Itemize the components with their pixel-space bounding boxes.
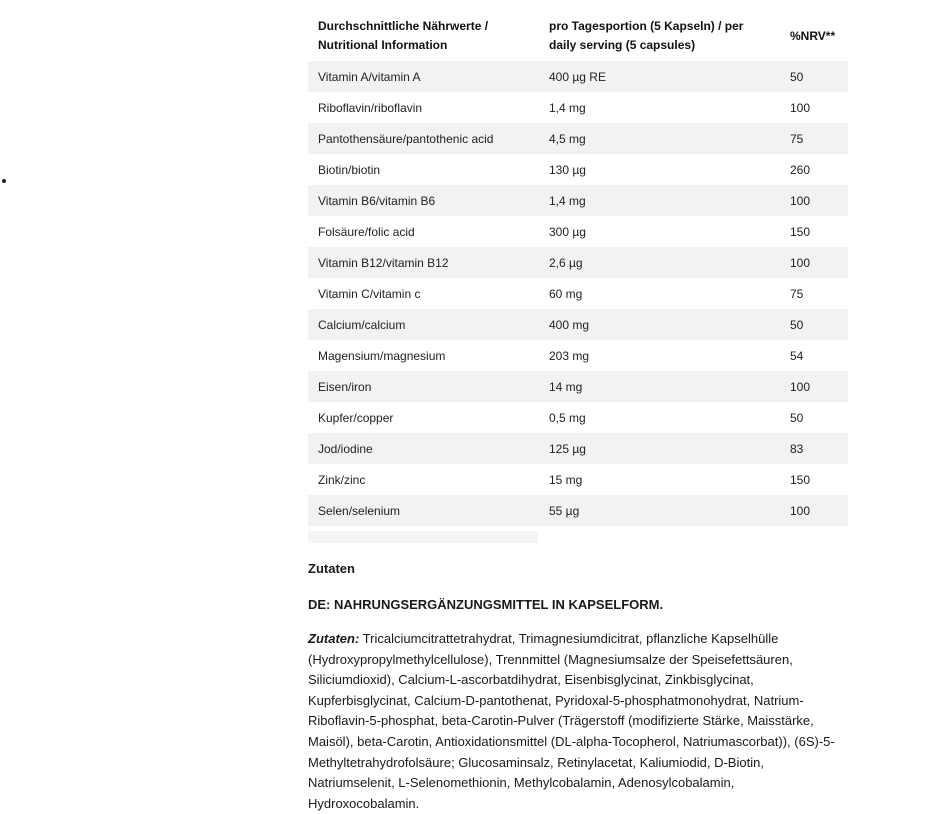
cell-nutrient: Kupfer/copper <box>308 402 539 433</box>
header-nrv: %NRV** <box>790 28 836 43</box>
cell-amount: 4,5 mg <box>539 123 780 154</box>
cell-nutrient: Zink/zinc <box>308 464 539 495</box>
cell-nutrient: Vitamin B6/vitamin B6 <box>308 185 539 216</box>
header-serving: pro Tagesportion (5 Kapseln) / per daily serving (5 capsules) <box>549 19 744 52</box>
cell-nrv: 75 <box>780 278 848 309</box>
table-row <box>308 402 848 433</box>
ingredients-list: Tricalciumcitrattetrahydrat, Trimagnesiumdicitrat, pflanzliche Kapselhülle (Hydroxypropylmethylcellulose), Trennmittel (Magnesiumsalze der Speisefettsäuren, Siliciumdioxid), Calcium-L-ascorbatdihydrat, Eisenbisglycinat, Zinkbisglycinat, Kupferbisglycinat, Calcium-D-pantothenat, Pyridoxal-5-phosphatmonohydrat, Natrium-Riboflavin-5-phosphat, beta-Carotin-Pulver (Trägerstoff (modifizierte Stärke, Maisstärke, Maisöl), beta-Carotin, Antioxidationsmittel (DL-alpha-Tocopherol, Natriumascorbat)), (6S)-5-Methyltetrahydrofolsäure; Glucosaminsalz, Retinylacetat, Kaliumiodid, D-Biotin, Natriumselenit, L-Selenomethionin, Methylcobalamin, Adenosylcobalamin, Hydroxocobalamin. <box>308 631 835 811</box>
nutrition-table <box>308 8 848 526</box>
ingredients-label: Zutaten: <box>308 631 360 646</box>
cell-amount: 400 µg RE <box>539 61 780 92</box>
cell-amount: 1,4 mg <box>539 185 780 216</box>
header-nutrient: Durchschnittliche Nährwerte / Nutritional Information <box>318 19 489 52</box>
cell-nutrient: Vitamin C/vitamin c <box>308 278 539 309</box>
ingredients-heading: Zutaten <box>308 561 355 576</box>
table-row <box>308 185 848 216</box>
table-row <box>308 123 848 154</box>
ingredients-section <box>308 558 848 814</box>
table-row <box>308 495 848 526</box>
cell-nrv: 83 <box>780 433 848 464</box>
cell-nutrient: Jod/iodine <box>308 433 539 464</box>
cell-amount: 55 µg <box>539 495 780 526</box>
table-row <box>308 371 848 402</box>
cell-nrv: 50 <box>780 309 848 340</box>
cell-amount: 125 µg <box>539 433 780 464</box>
cell-amount: 300 µg <box>539 216 780 247</box>
cell-nutrient: Eisen/iron <box>308 371 539 402</box>
cell-nrv: 150 <box>780 216 848 247</box>
table-row <box>308 61 848 92</box>
cell-amount: 1,4 mg <box>539 92 780 123</box>
cell-nutrient: Pantothensäure/pantothenic acid <box>308 123 539 154</box>
cell-nutrient: Calcium/calcium <box>308 309 539 340</box>
cell-nutrient: Riboflavin/riboflavin <box>308 92 539 123</box>
table-footer-strip <box>308 531 538 543</box>
table-row <box>308 92 848 123</box>
ingredients-text <box>308 629 848 814</box>
cell-amount: 130 µg <box>539 154 780 185</box>
table-row <box>308 433 848 464</box>
table-row <box>308 464 848 495</box>
cell-nrv: 150 <box>780 464 848 495</box>
cell-nrv: 50 <box>780 61 848 92</box>
cell-nutrient: Vitamin B12/vitamin B12 <box>308 247 539 278</box>
cell-amount: 15 mg <box>539 464 780 495</box>
table-row <box>308 247 848 278</box>
table-body <box>308 61 848 526</box>
cell-nutrient: Biotin/biotin <box>308 154 539 185</box>
cell-nutrient: Magensium/magnesium <box>308 340 539 371</box>
cell-nrv: 54 <box>780 340 848 371</box>
cell-nutrient: Vitamin A/vitamin A <box>308 61 539 92</box>
cell-nrv: 100 <box>780 495 848 526</box>
cell-nrv: 100 <box>780 185 848 216</box>
list-bullet <box>2 179 6 183</box>
cell-amount: 60 mg <box>539 278 780 309</box>
cell-amount: 203 mg <box>539 340 780 371</box>
cell-amount: 2,6 µg <box>539 247 780 278</box>
cell-nrv: 260 <box>780 154 848 185</box>
cell-nrv: 50 <box>780 402 848 433</box>
table-row <box>308 340 848 371</box>
cell-amount: 0,5 mg <box>539 402 780 433</box>
table-row <box>308 309 848 340</box>
cell-amount: 400 mg <box>539 309 780 340</box>
cell-nutrient: Selen/selenium <box>308 495 539 526</box>
cell-nrv: 100 <box>780 371 848 402</box>
cell-nrv: 75 <box>780 123 848 154</box>
cell-nrv: 100 <box>780 247 848 278</box>
table-row <box>308 278 848 309</box>
table-header-row <box>308 8 848 61</box>
cell-nutrient: Folsäure/folic acid <box>308 216 539 247</box>
cell-amount: 14 mg <box>539 371 780 402</box>
cell-nrv: 100 <box>780 92 848 123</box>
product-type-heading: DE: NAHRUNGSERGÄNZUNGSMITTEL IN KAPSELFORM. <box>308 597 664 612</box>
table-row <box>308 216 848 247</box>
table-row <box>308 154 848 185</box>
